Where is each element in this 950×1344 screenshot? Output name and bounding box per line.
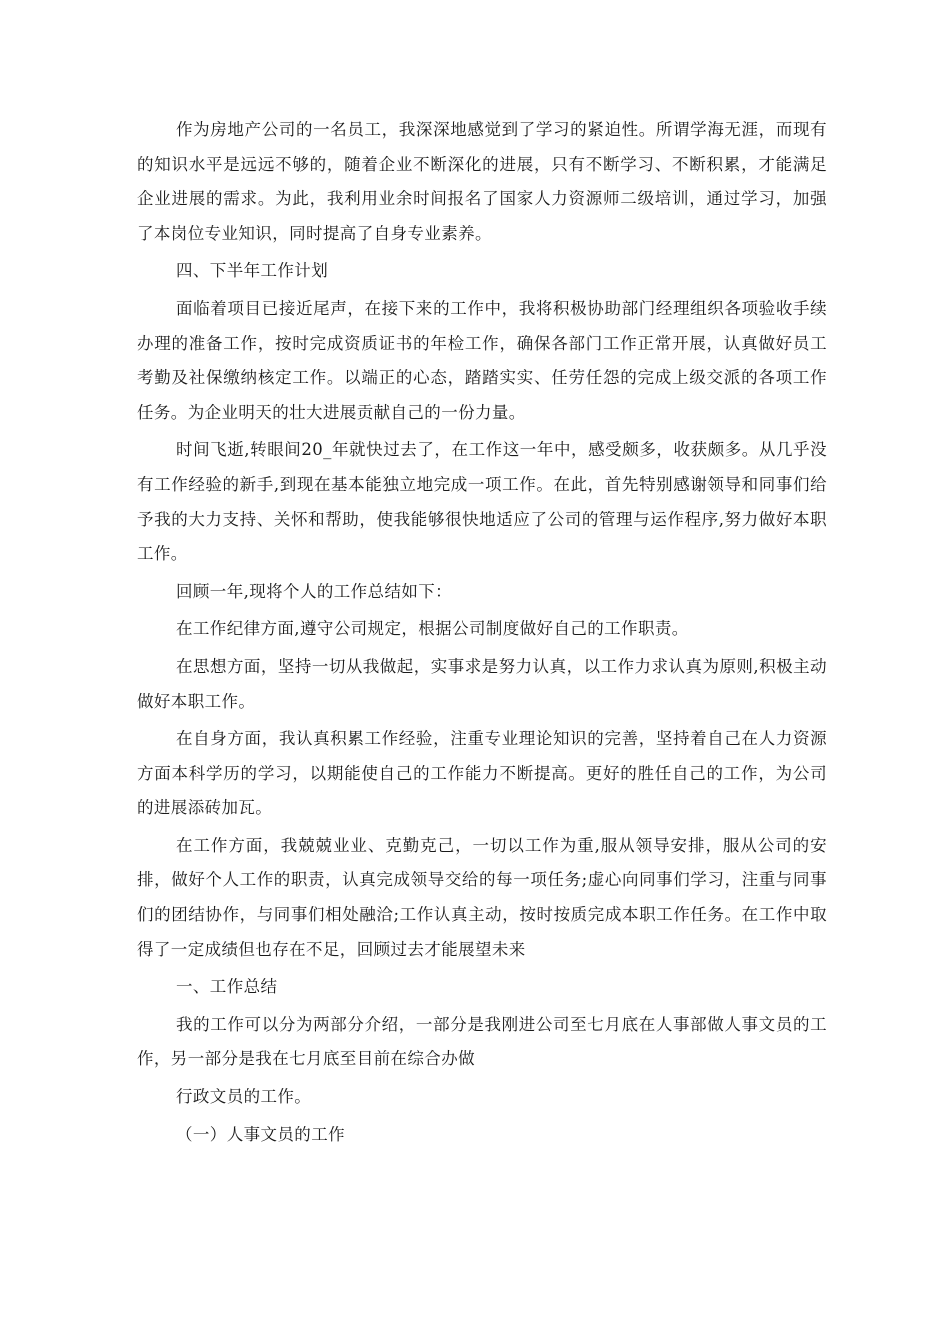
heading-work-summary: 一、工作总结: [176, 977, 278, 997]
paragraph-plan: 面临着项目已接近尾声，在接下来的工作中，我将积极协助部门经理组织各项验收手续办理的准备工作，按时完成资质证书的年检工作，确保各部门工作正常开展，认真做好员工考勤及社保缴纳核定工作。以端正的心态，踏踏实实、任劳任怨的完成上级交派的各项工作任务。为企业明天的壮大进展贡献自己的一份力量。: [137, 298, 827, 422]
paragraph-self: 在自身方面，我认真积累工作经验，注重专业理论知识的完善，坚持着自己在人力资源方面本科学历的学习，以期能使自己的工作能力不断提高。更好的胜任自己的工作，为公司的进展添砖加瓦。: [137, 729, 827, 818]
heading-hr-clerk-work: （一）人事文员的工作: [176, 1124, 345, 1144]
paragraph-work: 在工作方面，我兢兢业业、克勤克己，一切以工作为重,服从领导安排，服从公司的安排，做好个人工作的职责，认真完成领导交给的每一项任务;虚心向同事们学习，注重与同事们的团结协作，与同事们相处融洽;工作认真主动，按时按质完成本职工作任务。在工作中取得了一定成绩但也存在不足，回顾过去才能展望未来: [137, 835, 827, 959]
document-body: [137, 113, 827, 1152]
paragraph-year-review-intro: 时间飞逝,转眼间20_年就快过去了，在工作这一年中，感受颇多，收获颇多。从几乎没有工作经验的新手,到现在基本能独立地完成一项工作。在此，首先特别感谢领导和同事们给予我的大力支持、关怀和帮助，使我能够很快地适应了公司的管理与运作程序,努力做好本职工作。: [137, 440, 827, 564]
paragraph-two-parts: 我的工作可以分为两部分介绍，一部分是我刚进公司至七月底在人事部做人事文员的工作，另一部分是我在七月底至目前在综合办做: [137, 1014, 827, 1069]
paragraph-discipline: 在工作纪律方面,遵守公司规定，根据公司制度做好自己的工作职责。: [176, 619, 689, 639]
heading-second-half-plan: 四、下半年工作计划: [176, 261, 329, 281]
paragraph-study: 作为房地产公司的一名员工，我深深地感觉到了学习的紧迫性。所谓学海无涯，而现有的知识水平是远远不够的，随着企业不断深化的进展，只有不断学习、不断积累，才能满足企业进展的需求。为此，我利用业余时间报名了国家人力资源师二级培训，通过学习，加强了本岗位专业知识，同时提高了自身专业素养。: [137, 120, 827, 243]
paragraph-summary-lead: 回顾一年,现将个人的工作总结如下：: [176, 581, 453, 601]
paragraph-admin-clerk: 行政文员的工作。: [176, 1087, 312, 1107]
paragraph-thinking: 在思想方面，坚持一切从我做起，实事求是努力认真，以工作力求认真为原则,积极主动做好本职工作。: [137, 656, 827, 711]
